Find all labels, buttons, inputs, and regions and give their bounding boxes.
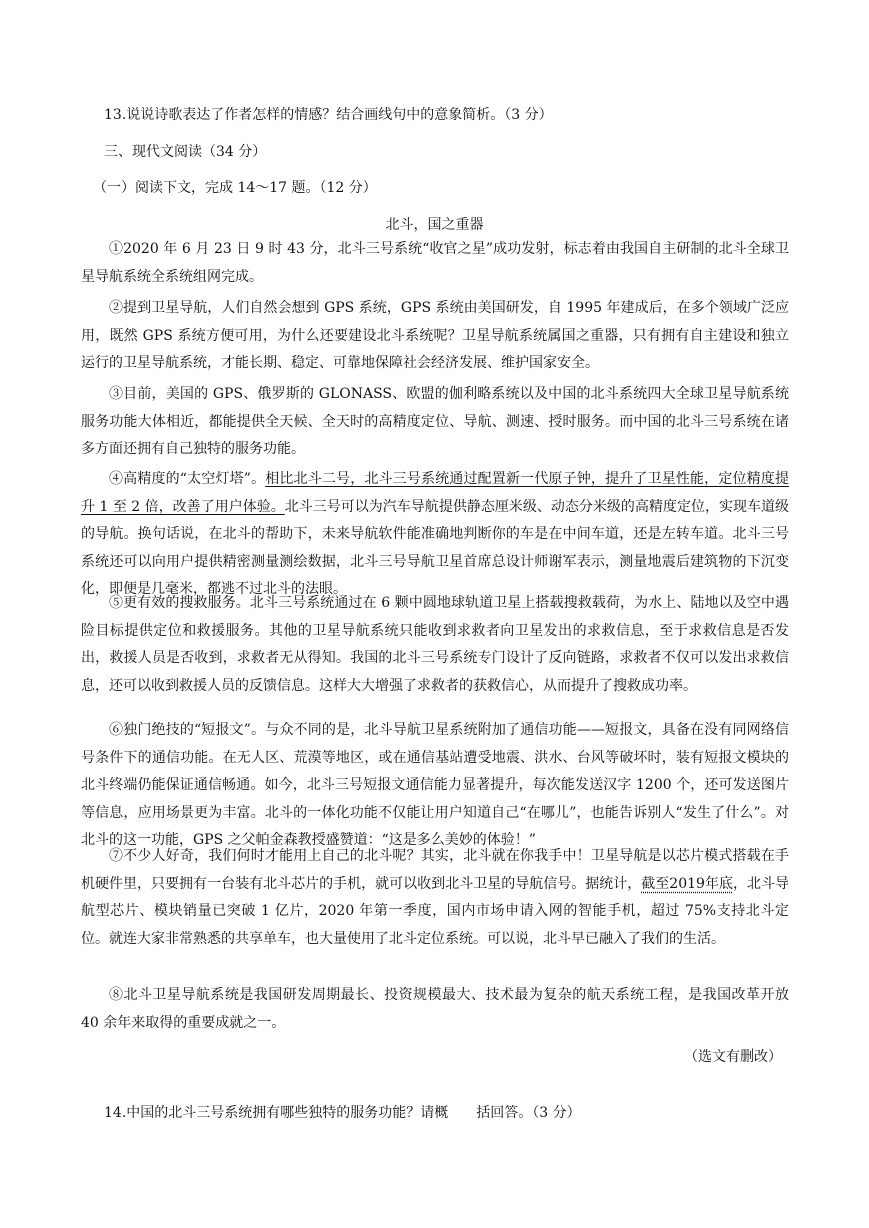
paragraph-4-lead: ④高精度的“太空灯塔”。	[109, 471, 266, 487]
question-13: 13.说说诗歌表达了作者怎样的情感？结合画线句中的意象简析。（3 分）	[104, 107, 553, 123]
paragraph-4-rest: 北斗三号可以为汽车导航提供静态厘米级、动态分米级的高精度定位，实现车道级的导航。换句话说，在北斗的帮助下，未来导航软件能准确地判断你的车是在中间车道，还是左转车道。北斗三号系统还可以向用户提供精密测量测绘数据，北斗三号导航卫星首席总设计师谢军表示，测量地震后建筑物的下沉变化，即便是几毫米，都逃不过北斗的法眼。	[81, 498, 789, 597]
article-title: 北斗，国之重器	[385, 217, 484, 233]
paragraph-1: ①2020 年 6 月 23 日 9 时 43 分，北斗三号系统“收官之星”成功发射，标志着由我国自主研制的北斗全球卫星导航系统全系统组网完成。	[81, 241, 789, 285]
part-heading: （一）阅读下文，完成 14～17 题。（12 分）	[93, 180, 377, 196]
source-note: （选文有删改）	[684, 1049, 782, 1065]
question-14: 14.中国的北斗三号系统拥有哪些独特的服务功能？请概 括回答。（3 分）	[104, 1105, 581, 1121]
paragraph-6: ⑥独门绝技的“短报文”。与众不同的是，北斗导航卫星系统附加了通信功能——短报文，具备在没有同网络信号条件下的通信功能。在无人区、荒漠等地区，或在通信基站遭受地震、洪水、台风等破坏时，装有短报文模块的北斗终端仍能保证通信畅通。如今，北斗三号短报文通信能力显著提升，每次能发送汉字 1200 个，还可发送图片等信息，应用场景更为丰富。北斗的一体化功能不仅能让用户知道自己“在哪儿”，也能告诉别人“发生了什么”。对北斗的这一功能，GPS 之父帕金森教授盛赞道：“这是多么美妙的体验！”	[81, 722, 789, 848]
underlined-sentence: 相比北斗二号，北斗三号系统通过配置新一代原子钟，提升了卫星性能，定位精度提升 1 至 2 倍，改善了用户体验。	[81, 471, 789, 515]
paragraph-4	[81, 466, 789, 604]
paragraph-7-lead: ⑦不少人好奇，我们何时才能用上自己的北斗呢？其实，北斗就在你我手中！卫星导航是以芯片模式搭载在手机硬件里，只要拥有一台装有北斗芯片的手机，就可以收到北斗卫星的导航信号。据统计，	[81, 848, 789, 892]
paragraph-3: ③目前，美国的 GPS、俄罗斯的 GLONASS、欧盟的伽利略系统以及中国的北斗系统四大全球卫星导航系统服务功能大体相近，都能提供全天候、全天时的高精度定位、导航、测速、授时服务。而中国的北斗三号系统在诸多方面还拥有自己独特的服务功能。	[81, 386, 789, 457]
paragraph-2: ②提到卫星导航，人们自然会想到 GPS 系统，GPS 系统由美国研发，自 1995 年建成后，在多个领域广泛应用，既然 GPS 系统方便可用，为什么还要建设北斗系统呢？卫星导航系统属国之重器，只有拥有自主建设和独立运行的卫星导航系统，才能长期、稳定、可靠地保障社会经济发展、维护国家安全。	[81, 300, 789, 371]
section-heading: 三、现代文阅读（34 分）	[104, 144, 267, 160]
emphasis-dotted: 截至2019年底	[641, 875, 733, 892]
paragraph-5: ⑤更有效的搜救服务。北斗三号系统通过在 6 颗中圆地球轨道卫星上搭载搜救载荷，为水上、陆地以及空中遇险目标提供定位和救援服务。其他的卫星导航系统只能收到求救者向卫星发出的求救信息，至于求救信息是否发出，救援人员是否收到，求救者无从得知。我国的北斗三号系统专门设计了反向链路，求救者不仅可以发出求救信息，还可以收到救援人员的反馈信息。这样大大增强了求救者的获救信心，从而提升了搜救成功率。	[81, 595, 789, 694]
paragraph-7-rest: ，北斗导航型芯片、模块销量已突破 1 亿片，2020 年第一季度，国内市场申请入网的智能手机，超过 75%支持北斗定位。就连大家非常熟悉的共享单车，也大量使用了北斗定位系统。可以说，北斗早已融入了我们的生活。	[81, 875, 789, 947]
paragraph-7	[81, 843, 789, 953]
paragraph-8: ⑧北斗卫星导航系统是我国研发周期最长、投资规模最大、技术最为复杂的航天系统工程，是我国改革开放 40 余年来取得的重要成就之一。	[81, 987, 789, 1031]
